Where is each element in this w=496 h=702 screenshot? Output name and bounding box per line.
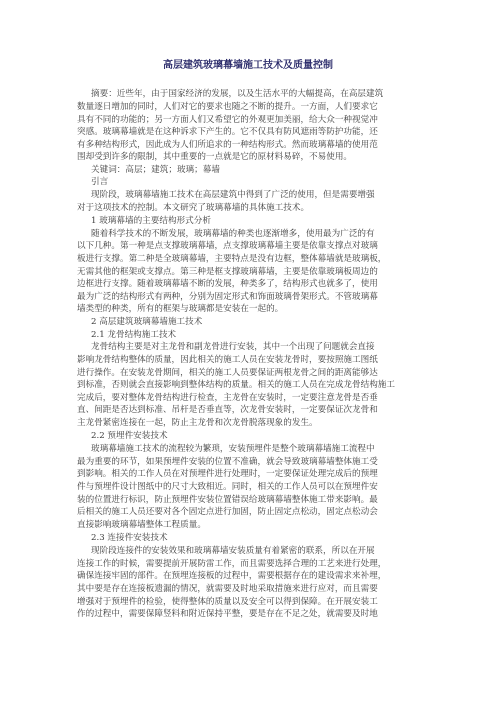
text-line: 1 玻璃幕墙的主要结构形式分析: [91, 216, 211, 226]
text-line: 后相关的施工人员还要对各个固定点进行加固，防止固定点松动，固定点松动会: [77, 507, 378, 517]
text-line: 对于这项技术的控制。本文研究了玻璃幕墙的具体施工技术。: [77, 203, 310, 213]
text-line: 摘要：近些年，由于国家经济的发展，以及生活水平的大幅提高，在高层建筑: [91, 89, 384, 99]
text-line: 增强对于预埋件的检验，使得整体的质量以及安全可以得到保障。在开展安装工: [77, 597, 378, 607]
text-line: 2.3 连接件安装技术: [91, 533, 168, 543]
text-line: 件与预埋件设计图纸中的尺寸大致相近。同时，相关的工作人员可以在预埋件安: [77, 482, 378, 492]
text-line: 板进行支撑。第二种是全玻璃幕墙，主要特点是没有边框，整体幕墙就是玻璃板，: [77, 254, 387, 264]
text-line: 墙类型的种类，所有的框架与玻璃都是安装在一起的。: [77, 304, 284, 314]
text-line: 影响龙骨结构整体的质量，因此相关的施工人员在安装龙骨时，要按照施工图纸: [77, 355, 378, 365]
text-line: 现阶段，玻璃幕墙施工技术在高层建筑中得到了广泛的使用，但是需要增强: [91, 190, 375, 200]
text-line: 2.2 预埋件安装技术: [91, 431, 168, 441]
text-line: 具有不同的功能的；另一方面人们又希望它的外观更加美丽，给大众一种视觉冲: [77, 115, 378, 125]
text-line: 玻璃幕墙施工技术的流程较为繁琐，安装预埋件是整个玻璃幕墙施工流程中: [91, 444, 375, 454]
text-line: 无需其他的框架或支撑点。第三种是框支撑玻璃幕墙，主要是依靠玻璃板周边的: [77, 267, 378, 277]
text-line: 主龙骨紧密连接在一起，防止主龙骨和次龙骨脱落现象的发生。: [77, 418, 318, 428]
text-line: 进行操作。在安装龙骨期间，相关的施工人员要保证两根龙骨之间的距离能够达: [77, 368, 378, 378]
text-line: 其中要是存在连接板遗漏的情况，就需要及时地采取措施来进行应对，而且需要: [77, 584, 378, 594]
text-line: 围却受到许多的限制，其中重要的一点就是它的原材料易碎，不易使用。: [77, 152, 353, 162]
text-line: 突感。玻璃幕墙就是在这种诉求下产生的。它不仅具有防风遮雨等防护功能，还: [77, 127, 378, 137]
text-line: 有多种结构形式，因此成为人们所追求的一种结构形式。然而玻璃幕墙的使用范: [77, 140, 378, 150]
text-line: 连接工作的时候，需要提前开展防雷工作，而且需要选择合理的工艺来进行处理，: [77, 559, 387, 569]
text-line: 完成后，要对整体龙骨结构进行检查，主龙骨在安装时，一定要注意龙骨是否垂: [77, 393, 378, 403]
text-line: 装的位置进行标识，防止预埋件安装位置错误给玻璃幕墙整体施工带来影响。最: [77, 495, 378, 505]
text-line: 现阶段连接件的安装效果和玻璃幕墙安装质量有着紧密的联系，所以在开展: [91, 546, 375, 556]
text-line: 直、间距是否达到标准、吊杆是否垂直等，次龙骨安装时，一定要保证次龙骨和: [77, 405, 378, 415]
text-line: 以下几种。第一种是点支撑玻璃幕墙，点支撑玻璃幕墙主要是依靠支撑点对玻璃: [77, 241, 378, 251]
text-line: 数量逐日增加的同时，人们对它的要求也随之不断的提升。一方面，人们要求它: [77, 102, 378, 112]
text-line: 直接影响玻璃幕墙整体工程质量。: [77, 520, 206, 530]
text-line: 确保连接牢固的部件。在预埋连接板的过程中，需要根据存在的建设需求来补埋，: [77, 571, 387, 581]
document-title: 高层建筑玻璃幕墙施工技术及质量控制: [163, 60, 333, 71]
text-line: 最为重要的环节，如果预埋件安装的位置不准确，就会导致玻璃幕墙整体施工受: [77, 457, 378, 467]
text-line: 关键词：高层；建筑；玻璃；幕墙: [91, 165, 220, 175]
text-line: 2 高层建筑玻璃幕墙施工技术: [91, 317, 203, 327]
text-line: 随着科学技术的不断发展，玻璃幕墙的种类也逐渐增多，使用最为广泛的有: [91, 229, 375, 239]
text-line: 到影响。相关的工作人员在对预埋件进行处理时，一定要保证处理完成后的预埋: [77, 469, 378, 479]
text-line: 边框进行支撑。随着玻璃幕墙不断的发展，种类多了，结构形式也就多了，使用: [77, 279, 378, 289]
text-line: 最为广泛的结构形式有两种，分别为固定形式和饰面玻璃骨架形式。不管玻璃幕: [77, 292, 378, 302]
text-line: 龙骨结构主要是对主龙骨和副龙骨进行安装，其中一个出现了问题就会直接: [91, 342, 375, 352]
text-line: 作的过程中，需要保障竖料和附近保持平整，要是存在不足之处，就需要及时地: [77, 609, 378, 619]
text-line: 2.1 龙骨结构施工技术: [91, 330, 177, 340]
text-line: 引言: [91, 177, 109, 187]
text-line: 到标准，否则就会直接影响到整体结构的质量。相关的施工人员在完成龙骨结构施工: [77, 380, 395, 390]
